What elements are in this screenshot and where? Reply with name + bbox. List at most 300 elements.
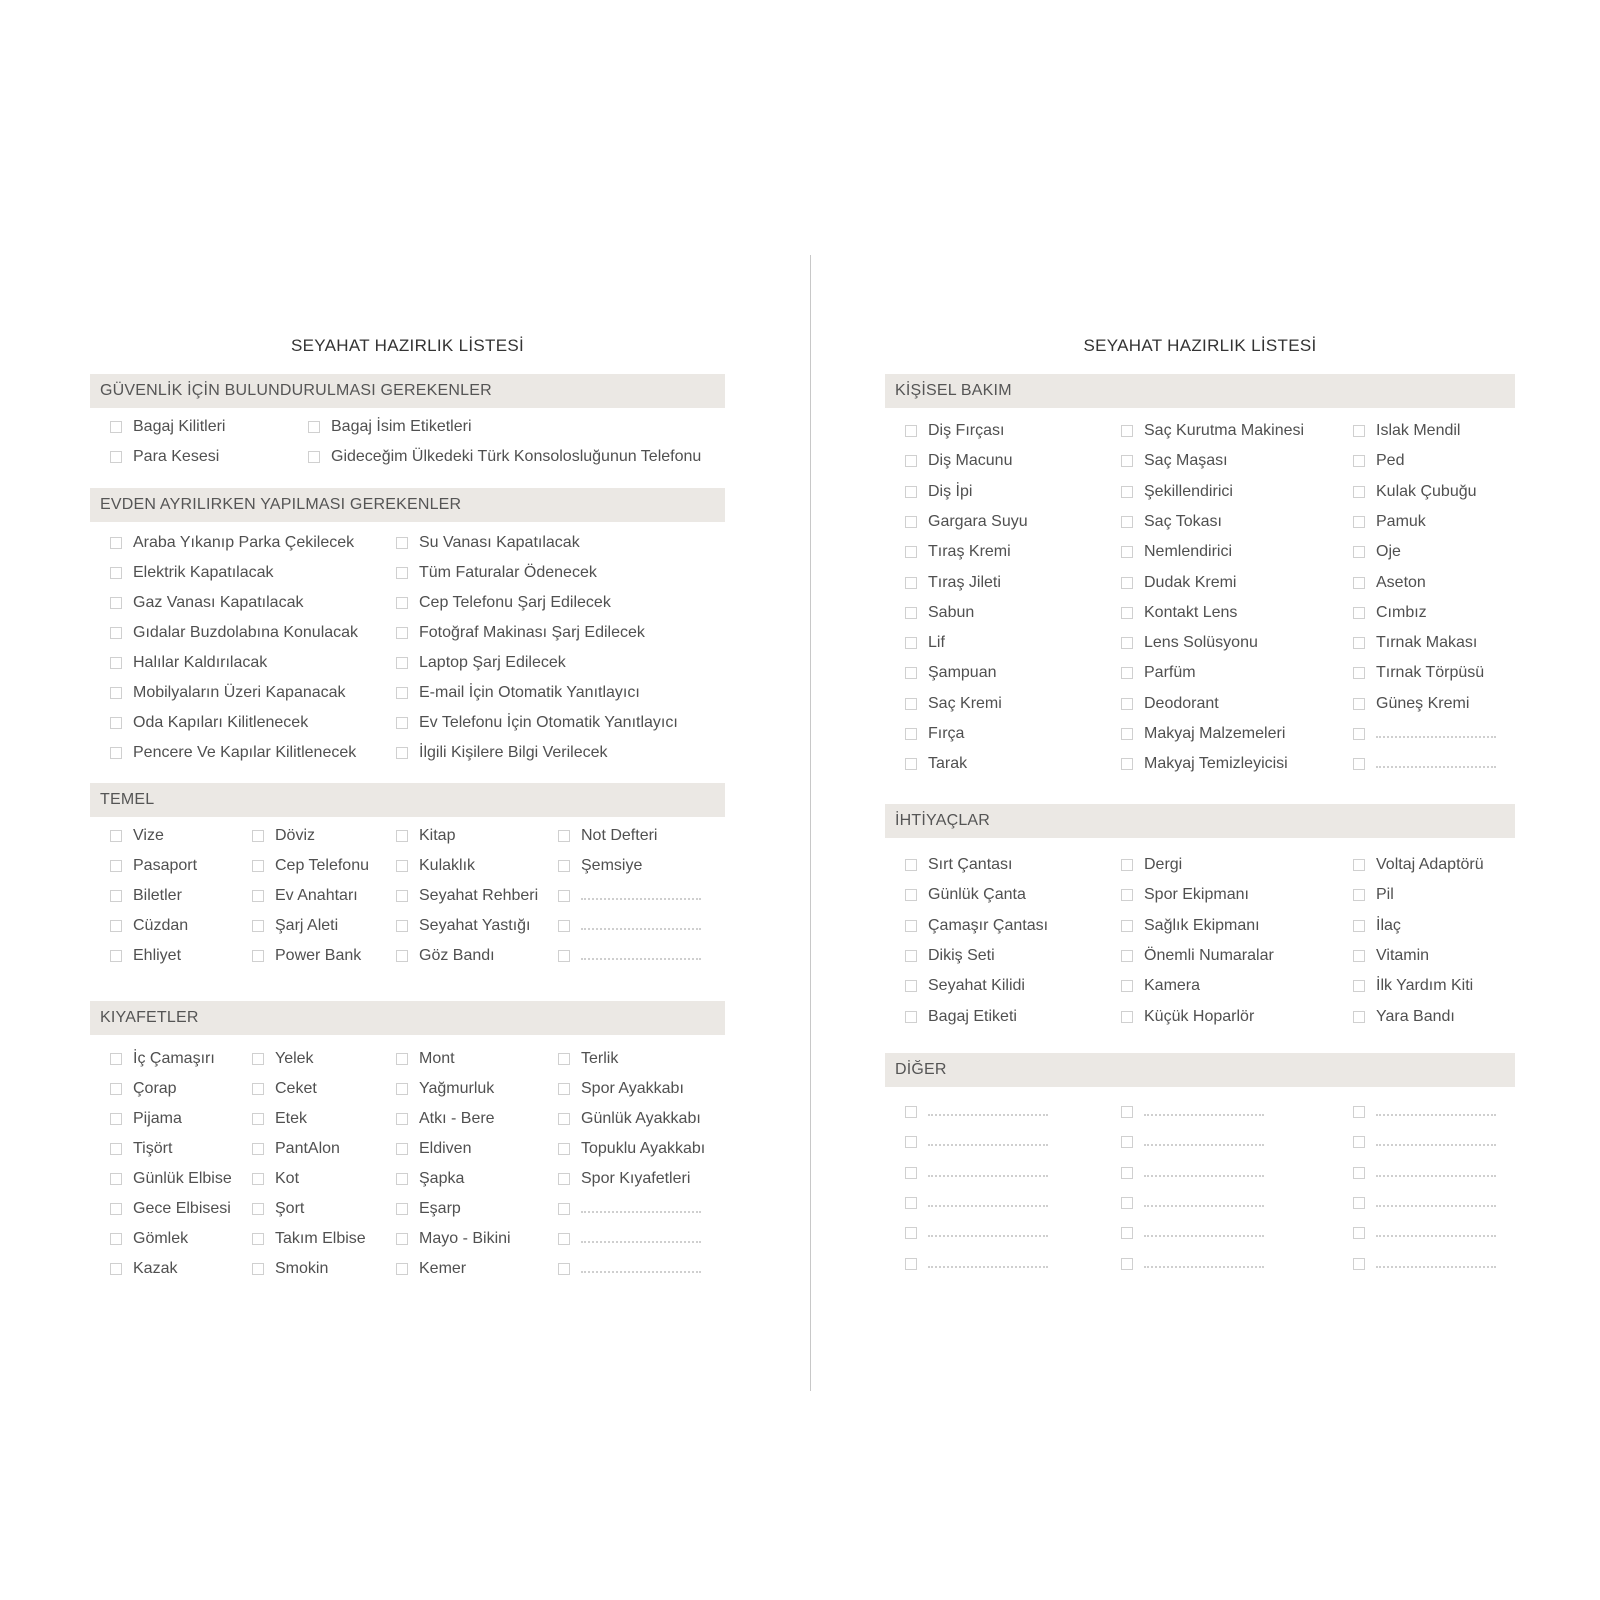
checkbox[interactable] bbox=[1353, 516, 1365, 528]
checkbox[interactable] bbox=[110, 1083, 122, 1095]
checkbox[interactable] bbox=[1121, 667, 1133, 679]
checklist-item-label: Gıdalar Buzdolabına Konulacak bbox=[133, 624, 359, 641]
checkbox[interactable] bbox=[1353, 1106, 1365, 1118]
checklist-item-label: Bagaj Etiketi bbox=[928, 1008, 1017, 1025]
checkbox[interactable] bbox=[396, 1083, 408, 1095]
checkbox[interactable] bbox=[558, 1203, 570, 1215]
blank-line[interactable] bbox=[581, 898, 701, 900]
checkbox[interactable] bbox=[110, 451, 122, 463]
checkbox[interactable] bbox=[1121, 1011, 1133, 1023]
checkbox[interactable] bbox=[110, 657, 122, 669]
checkbox[interactable] bbox=[1121, 516, 1133, 528]
checkbox[interactable] bbox=[1353, 1167, 1365, 1179]
checkbox[interactable] bbox=[110, 950, 122, 962]
checklist-item-label: Tırnak Törpüsü bbox=[1376, 664, 1485, 681]
checklist-item-label: Saç Kremi bbox=[928, 695, 1002, 712]
checkbox[interactable] bbox=[396, 920, 408, 932]
checkbox[interactable] bbox=[1353, 607, 1365, 619]
checkbox[interactable] bbox=[110, 830, 122, 842]
blank-line[interactable] bbox=[1144, 1235, 1264, 1237]
checklist-item-label: Para Kesesi bbox=[133, 448, 220, 465]
blank-line[interactable] bbox=[928, 1175, 1048, 1177]
checkbox[interactable] bbox=[252, 1203, 264, 1215]
checklist-item-label: Saç Kurutma Makinesi bbox=[1144, 422, 1305, 439]
checkbox[interactable] bbox=[1353, 980, 1365, 992]
checkbox[interactable] bbox=[558, 1053, 570, 1065]
checkbox[interactable] bbox=[396, 1173, 408, 1185]
checkbox[interactable] bbox=[110, 597, 122, 609]
checklist-item-label: Tüm Faturalar Ödenecek bbox=[419, 564, 597, 581]
blank-line[interactable] bbox=[581, 1271, 701, 1273]
section-title: TEMEL bbox=[100, 791, 155, 808]
checkbox[interactable] bbox=[1353, 758, 1365, 770]
checklist-item-label: Atkı - Bere bbox=[419, 1110, 495, 1127]
section-header bbox=[90, 374, 725, 408]
checkbox[interactable] bbox=[110, 687, 122, 699]
checklist-item-label: Şort bbox=[275, 1200, 305, 1217]
checklist-item-label: Şarj Aleti bbox=[275, 917, 339, 934]
checkbox[interactable] bbox=[1121, 1106, 1133, 1118]
checklist-item-label: Yara Bandı bbox=[1376, 1008, 1455, 1025]
checklist-item-label: Terlik bbox=[581, 1050, 619, 1067]
checkbox[interactable] bbox=[252, 1053, 264, 1065]
checkbox[interactable] bbox=[905, 516, 917, 528]
checkbox[interactable] bbox=[396, 687, 408, 699]
checkbox[interactable] bbox=[1353, 728, 1365, 740]
checkbox[interactable] bbox=[905, 1011, 917, 1023]
checkbox[interactable] bbox=[396, 1263, 408, 1275]
checklist-item-label: Kazak bbox=[133, 1260, 178, 1277]
checkbox[interactable] bbox=[110, 1113, 122, 1125]
checklist-item-label: Diş Fırçası bbox=[928, 422, 1005, 439]
checkbox[interactable] bbox=[110, 421, 122, 433]
checklist-item-label: Laptop Şarj Edilecek bbox=[419, 654, 566, 671]
checkbox[interactable] bbox=[252, 860, 264, 872]
checklist-item-label: Tıraş Jileti bbox=[928, 574, 1001, 591]
checklist-item-label: Ehliyet bbox=[133, 947, 182, 964]
checkbox[interactable] bbox=[905, 1258, 917, 1270]
checkbox[interactable] bbox=[558, 1233, 570, 1245]
checkbox[interactable] bbox=[1121, 920, 1133, 932]
checklist-item-label: Çorap bbox=[133, 1080, 177, 1097]
checkbox[interactable] bbox=[905, 637, 917, 649]
checkbox[interactable] bbox=[1121, 637, 1133, 649]
checkbox[interactable] bbox=[110, 1233, 122, 1245]
blank-line[interactable] bbox=[928, 1235, 1048, 1237]
checkbox[interactable] bbox=[1353, 1011, 1365, 1023]
checkbox[interactable] bbox=[1121, 425, 1133, 437]
checklist-item-label: Gece Elbisesi bbox=[133, 1200, 231, 1217]
checklist-item-label: Not Defteri bbox=[581, 827, 658, 844]
checklist-item-label: Güneş Kremi bbox=[1376, 695, 1470, 712]
checkbox[interactable] bbox=[1353, 1258, 1365, 1270]
checkbox[interactable] bbox=[1353, 1227, 1365, 1239]
checklist-item-label: Diş İpi bbox=[928, 483, 973, 500]
section-title: İHTİYAÇLAR bbox=[895, 812, 991, 829]
checklist-item-label: Fırça bbox=[928, 725, 965, 742]
checkbox[interactable] bbox=[905, 455, 917, 467]
checklist-item-label: Pasaport bbox=[133, 857, 198, 874]
blank-line[interactable] bbox=[1376, 1175, 1496, 1177]
checkbox[interactable] bbox=[396, 627, 408, 639]
blank-line[interactable] bbox=[1376, 766, 1496, 768]
checklist-item-label: Su Vanası Kapatılacak bbox=[419, 534, 580, 551]
checkbox[interactable] bbox=[1121, 889, 1133, 901]
checklist-item-label: Halılar Kaldırılacak bbox=[133, 654, 268, 671]
checklist-item-label: Tarak bbox=[928, 755, 968, 772]
checkbox[interactable] bbox=[396, 1143, 408, 1155]
checkbox[interactable] bbox=[905, 1167, 917, 1179]
blank-line[interactable] bbox=[581, 1241, 701, 1243]
checkbox[interactable] bbox=[905, 980, 917, 992]
checklist-item-label: Şekillendirici bbox=[1144, 483, 1233, 500]
blank-line[interactable] bbox=[1144, 1205, 1264, 1207]
checkbox[interactable] bbox=[396, 657, 408, 669]
checkbox[interactable] bbox=[1121, 859, 1133, 871]
section-title: GÜVENLİK İÇİN BULUNDURULMASI GEREKENLER bbox=[100, 382, 492, 399]
checkbox[interactable] bbox=[110, 567, 122, 579]
checklist-item-label: Küçük Hoparlör bbox=[1144, 1008, 1255, 1025]
checkbox[interactable] bbox=[1121, 577, 1133, 589]
section-title: KİŞİSEL BAKIM bbox=[895, 382, 1012, 399]
checkbox[interactable] bbox=[1121, 1167, 1133, 1179]
checklist-item-label: Lif bbox=[928, 634, 945, 651]
checkbox[interactable] bbox=[905, 859, 917, 871]
checklist-item-label: Deodorant bbox=[1144, 695, 1219, 712]
checkbox[interactable] bbox=[110, 860, 122, 872]
checkbox[interactable] bbox=[558, 1263, 570, 1275]
checklist-item-label: İlaç bbox=[1376, 917, 1401, 934]
checklist-item-label: Spor Ekipmanı bbox=[1144, 886, 1249, 903]
checklist-item-label: Gargara Suyu bbox=[928, 513, 1028, 530]
checklist-item-label: Günlük Ayakkabı bbox=[581, 1110, 701, 1127]
checklist-item-label: Sağlık Ekipmanı bbox=[1144, 917, 1260, 934]
checklist-item-label: Sırt Çantası bbox=[928, 856, 1013, 873]
checklist-item-label: Önemli Numaralar bbox=[1144, 947, 1274, 964]
page-divider bbox=[810, 255, 811, 1391]
checklist-item-label: Mont bbox=[419, 1050, 455, 1067]
checkbox[interactable] bbox=[1353, 546, 1365, 558]
checkbox[interactable] bbox=[396, 747, 408, 759]
checkbox[interactable] bbox=[1353, 889, 1365, 901]
checkbox[interactable] bbox=[396, 890, 408, 902]
checklist-item-label: Bagaj İsim Etiketleri bbox=[331, 418, 472, 435]
blank-line[interactable] bbox=[928, 1205, 1048, 1207]
checklist-item-label: Eldiven bbox=[419, 1140, 472, 1157]
checkbox[interactable] bbox=[905, 950, 917, 962]
checkbox[interactable] bbox=[396, 537, 408, 549]
checklist-item-label: Kitap bbox=[419, 827, 456, 844]
checkbox[interactable] bbox=[905, 1106, 917, 1118]
checklist-item-label: Elektrik Kapatılacak bbox=[133, 564, 274, 581]
checklist-item-label: Dikiş Seti bbox=[928, 947, 995, 964]
checkbox[interactable] bbox=[905, 607, 917, 619]
blank-line[interactable] bbox=[1144, 1175, 1264, 1177]
checkbox[interactable] bbox=[110, 920, 122, 932]
checklist-item-label: Islak Mendil bbox=[1376, 422, 1461, 439]
checkbox[interactable] bbox=[1353, 1197, 1365, 1209]
checkbox[interactable] bbox=[396, 597, 408, 609]
checklist-item-label: Gaz Vanası Kapatılacak bbox=[133, 594, 304, 611]
checklist-item-label: Döviz bbox=[275, 827, 316, 844]
checkbox[interactable] bbox=[905, 486, 917, 498]
checkbox[interactable] bbox=[396, 1203, 408, 1215]
checkbox[interactable] bbox=[396, 860, 408, 872]
checkbox[interactable] bbox=[558, 950, 570, 962]
checkbox[interactable] bbox=[110, 537, 122, 549]
checklist-item-label: Eşarp bbox=[419, 1200, 461, 1217]
checklist-item-label: Saç Tokası bbox=[1144, 513, 1222, 530]
checkbox[interactable] bbox=[1121, 698, 1133, 710]
section-header bbox=[885, 1053, 1515, 1087]
checklist-item-label: Vitamin bbox=[1376, 947, 1430, 964]
checkbox[interactable] bbox=[396, 1233, 408, 1245]
checklist-item-label: Lens Solüsyonu bbox=[1144, 634, 1258, 651]
checkbox[interactable] bbox=[558, 1083, 570, 1095]
blank-line[interactable] bbox=[1376, 1235, 1496, 1237]
checkbox[interactable] bbox=[1353, 637, 1365, 649]
checkbox[interactable] bbox=[1121, 486, 1133, 498]
checklist-item-label: Kot bbox=[275, 1170, 300, 1187]
checkbox[interactable] bbox=[1353, 486, 1365, 498]
blank-line[interactable] bbox=[1376, 1266, 1496, 1268]
checkbox[interactable] bbox=[308, 451, 320, 463]
blank-line[interactable] bbox=[1144, 1144, 1264, 1146]
blank-line[interactable] bbox=[1376, 736, 1496, 738]
checklist-item-label: Cep Telefonu bbox=[275, 857, 369, 874]
section-title: DİĞER bbox=[895, 1061, 947, 1078]
checklist-item-label: E-mail İçin Otomatik Yanıtlayıcı bbox=[419, 684, 640, 701]
checklist-item-label: İç Çamaşırı bbox=[133, 1050, 215, 1067]
checkbox[interactable] bbox=[558, 860, 570, 872]
checkbox[interactable] bbox=[110, 1203, 122, 1215]
checkbox[interactable] bbox=[1121, 546, 1133, 558]
blank-line[interactable] bbox=[928, 1114, 1048, 1116]
checklist-item-label: Kontakt Lens bbox=[1144, 604, 1238, 621]
checklist-item-label: Pil bbox=[1376, 886, 1394, 903]
checkbox[interactable] bbox=[252, 1143, 264, 1155]
checklist-item-label: Günlük Çanta bbox=[928, 886, 1026, 903]
checkbox[interactable] bbox=[905, 546, 917, 558]
checklist-item-label: Topuklu Ayakkabı bbox=[581, 1140, 706, 1157]
checkbox[interactable] bbox=[252, 1113, 264, 1125]
checklist-item-label: Araba Yıkanıp Parka Çekilecek bbox=[133, 534, 355, 551]
checklist-item-label: Cüzdan bbox=[133, 917, 189, 934]
blank-line[interactable] bbox=[1376, 1205, 1496, 1207]
checkbox[interactable] bbox=[1353, 667, 1365, 679]
checklist-item-label: Şampuan bbox=[928, 664, 997, 681]
checkbox[interactable] bbox=[396, 717, 408, 729]
checkbox[interactable] bbox=[1121, 1197, 1133, 1209]
checklist-item-label: Bagaj Kilitleri bbox=[133, 418, 226, 435]
checklist-item-label: Nemlendirici bbox=[1144, 543, 1233, 560]
section-title: EVDEN AYRILIRKEN YAPILMASI GEREKENLER bbox=[100, 496, 462, 513]
checkbox[interactable] bbox=[905, 425, 917, 437]
checkbox[interactable] bbox=[1121, 455, 1133, 467]
checkbox[interactable] bbox=[558, 890, 570, 902]
checklist-item-label: Makyaj Malzemeleri bbox=[1144, 725, 1286, 742]
checkbox[interactable] bbox=[110, 1173, 122, 1185]
checklist-item-label: Pamuk bbox=[1376, 513, 1426, 530]
checklist-item-label: Mayo - Bikini bbox=[419, 1230, 511, 1247]
checklist-item-label: Voltaj Adaptörü bbox=[1376, 856, 1484, 873]
checklist-item-label: Diş Macunu bbox=[928, 452, 1013, 469]
checklist-item-label: Tırnak Makası bbox=[1376, 634, 1478, 651]
checklist-item-label: Şemsiye bbox=[581, 857, 643, 874]
checkbox[interactable] bbox=[1121, 1136, 1133, 1148]
checkbox[interactable] bbox=[1353, 455, 1365, 467]
checkbox[interactable] bbox=[558, 1143, 570, 1155]
checkbox[interactable] bbox=[1353, 577, 1365, 589]
checklist-item-label: Oje bbox=[1376, 543, 1401, 560]
checkbox[interactable] bbox=[396, 830, 408, 842]
checkbox[interactable] bbox=[1121, 758, 1133, 770]
blank-line[interactable] bbox=[581, 928, 701, 930]
checklist-item-label: Kemer bbox=[419, 1260, 467, 1277]
checklist-item-label: Kamera bbox=[1144, 977, 1201, 994]
checkbox[interactable] bbox=[110, 890, 122, 902]
checklist-item-label: Kulak Çubuğu bbox=[1376, 483, 1477, 500]
checkbox[interactable] bbox=[1353, 698, 1365, 710]
checklist-item-label: Spor Ayakkabı bbox=[581, 1080, 684, 1097]
checkbox[interactable] bbox=[110, 627, 122, 639]
checkbox[interactable] bbox=[1121, 1258, 1133, 1270]
checkbox[interactable] bbox=[905, 758, 917, 770]
checkbox[interactable] bbox=[252, 890, 264, 902]
page-title: SEYAHAT HAZIRLIK LİSTESİ bbox=[291, 336, 524, 355]
checkbox[interactable] bbox=[558, 1113, 570, 1125]
blank-line[interactable] bbox=[1144, 1266, 1264, 1268]
checklist-item-label: Cep Telefonu Şarj Edilecek bbox=[419, 594, 611, 611]
checklist-item-label: Smokin bbox=[275, 1260, 329, 1277]
checkbox[interactable] bbox=[1121, 1227, 1133, 1239]
blank-line[interactable] bbox=[1144, 1114, 1264, 1116]
checklist-item-label: Oda Kapıları Kilitlenecek bbox=[133, 714, 309, 731]
checklist-item-label: Ceket bbox=[275, 1080, 317, 1097]
checklist-item-label: Kulaklık bbox=[419, 857, 476, 874]
blank-line[interactable] bbox=[1376, 1114, 1496, 1116]
checklist-item-label: Tişört bbox=[133, 1140, 173, 1157]
checkbox[interactable] bbox=[396, 567, 408, 579]
checklist-item-label: Gömlek bbox=[133, 1230, 189, 1247]
checklist-item-label: Seyahat Yastığı bbox=[419, 917, 531, 934]
checkbox[interactable] bbox=[252, 1263, 264, 1275]
checkbox[interactable] bbox=[1353, 920, 1365, 932]
blank-line[interactable] bbox=[581, 1211, 701, 1213]
checkbox[interactable] bbox=[905, 728, 917, 740]
checklist-item-label: Cımbız bbox=[1376, 604, 1427, 621]
checklist-item-label: İlk Yardım Kiti bbox=[1376, 977, 1474, 994]
checkbox[interactable] bbox=[905, 920, 917, 932]
section-header bbox=[885, 804, 1515, 838]
checkbox[interactable] bbox=[396, 1113, 408, 1125]
checklist-item-label: Saç Maşası bbox=[1144, 452, 1228, 469]
checklist-item-label: Göz Bandı bbox=[419, 947, 495, 964]
section-title: KIYAFETLER bbox=[100, 1009, 199, 1026]
blank-line[interactable] bbox=[1376, 1144, 1496, 1146]
checkbox[interactable] bbox=[1353, 1136, 1365, 1148]
checkbox[interactable] bbox=[1353, 859, 1365, 871]
checklist-item-label: Çamaşır Çantası bbox=[928, 917, 1049, 934]
checkbox[interactable] bbox=[110, 747, 122, 759]
blank-line[interactable] bbox=[581, 958, 701, 960]
checkbox[interactable] bbox=[308, 421, 320, 433]
checkbox[interactable] bbox=[1353, 950, 1365, 962]
checkbox[interactable] bbox=[110, 1263, 122, 1275]
checkbox[interactable] bbox=[905, 667, 917, 679]
checklist-item-label: Dergi bbox=[1144, 856, 1183, 873]
checkbox[interactable] bbox=[1121, 607, 1133, 619]
checklist-item-label: Yağmurluk bbox=[419, 1080, 495, 1097]
checklist-item-label: Takım Elbise bbox=[275, 1230, 366, 1247]
checklist-item-label: Günlük Elbise bbox=[133, 1170, 232, 1187]
checkbox[interactable] bbox=[905, 1197, 917, 1209]
checkbox[interactable] bbox=[110, 1143, 122, 1155]
checklist-item-label: Sabun bbox=[928, 604, 975, 621]
checkbox[interactable] bbox=[252, 1083, 264, 1095]
checklist-item-label: Yelek bbox=[275, 1050, 314, 1067]
checkbox[interactable] bbox=[1121, 980, 1133, 992]
checkbox[interactable] bbox=[1121, 728, 1133, 740]
checklist-item-label: Spor Kıyafetleri bbox=[581, 1170, 691, 1187]
checkbox[interactable] bbox=[252, 950, 264, 962]
section-header bbox=[90, 1001, 725, 1035]
checkbox[interactable] bbox=[1121, 950, 1133, 962]
checklist-item-label: Mobilyaların Üzeri Kapanacak bbox=[133, 684, 346, 701]
checkbox[interactable] bbox=[905, 889, 917, 901]
checklist-item-label: PantAlon bbox=[275, 1140, 340, 1157]
checkbox[interactable] bbox=[558, 920, 570, 932]
checkbox[interactable] bbox=[252, 920, 264, 932]
checklist-item-label: Seyahat Rehberi bbox=[419, 887, 539, 904]
checklist-item-label: Dudak Kremi bbox=[1144, 574, 1237, 591]
section-header bbox=[90, 488, 725, 522]
checkbox[interactable] bbox=[1353, 425, 1365, 437]
checkbox[interactable] bbox=[396, 1053, 408, 1065]
blank-line[interactable] bbox=[928, 1144, 1048, 1146]
checkbox[interactable] bbox=[558, 830, 570, 842]
checkbox[interactable] bbox=[558, 1173, 570, 1185]
checkbox[interactable] bbox=[252, 1233, 264, 1245]
checkbox[interactable] bbox=[110, 717, 122, 729]
checkbox[interactable] bbox=[905, 1136, 917, 1148]
blank-line[interactable] bbox=[928, 1266, 1048, 1268]
checklist-item-label: Gideceğim Ülkedeki Türk Konsolosluğunun Telefonu bbox=[331, 448, 702, 465]
checklist-item-label: Pijama bbox=[133, 1110, 182, 1127]
checkbox[interactable] bbox=[905, 577, 917, 589]
checkbox[interactable] bbox=[252, 1173, 264, 1185]
checkbox[interactable] bbox=[252, 830, 264, 842]
checklist-item-label: Ev Anahtarı bbox=[275, 887, 358, 904]
checkbox[interactable] bbox=[905, 698, 917, 710]
checklist-item-label: Fotoğraf Makinası Şarj Edilecek bbox=[419, 624, 645, 641]
checklist-item-label: Vize bbox=[133, 827, 164, 844]
checklist-item-label: Ped bbox=[1376, 452, 1405, 469]
checkbox[interactable] bbox=[110, 1053, 122, 1065]
checklist-item-label: Seyahat Kilidi bbox=[928, 977, 1025, 994]
checklist-item-label: Biletler bbox=[133, 887, 182, 904]
checkbox[interactable] bbox=[905, 1227, 917, 1239]
checklist-item-label: Pencere Ve Kapılar Kilitlenecek bbox=[133, 744, 357, 761]
checklist-item-label: Etek bbox=[275, 1110, 308, 1127]
checklist-item-label: Parfüm bbox=[1144, 664, 1196, 681]
page-title: SEYAHAT HAZIRLIK LİSTESİ bbox=[1083, 336, 1317, 355]
checklist-item-label: Tıraş Kremi bbox=[928, 543, 1011, 560]
checkbox[interactable] bbox=[396, 950, 408, 962]
section-header bbox=[90, 783, 725, 817]
checklist-item-label: Power Bank bbox=[275, 947, 362, 964]
checklist-item-label: Şapka bbox=[419, 1170, 465, 1187]
